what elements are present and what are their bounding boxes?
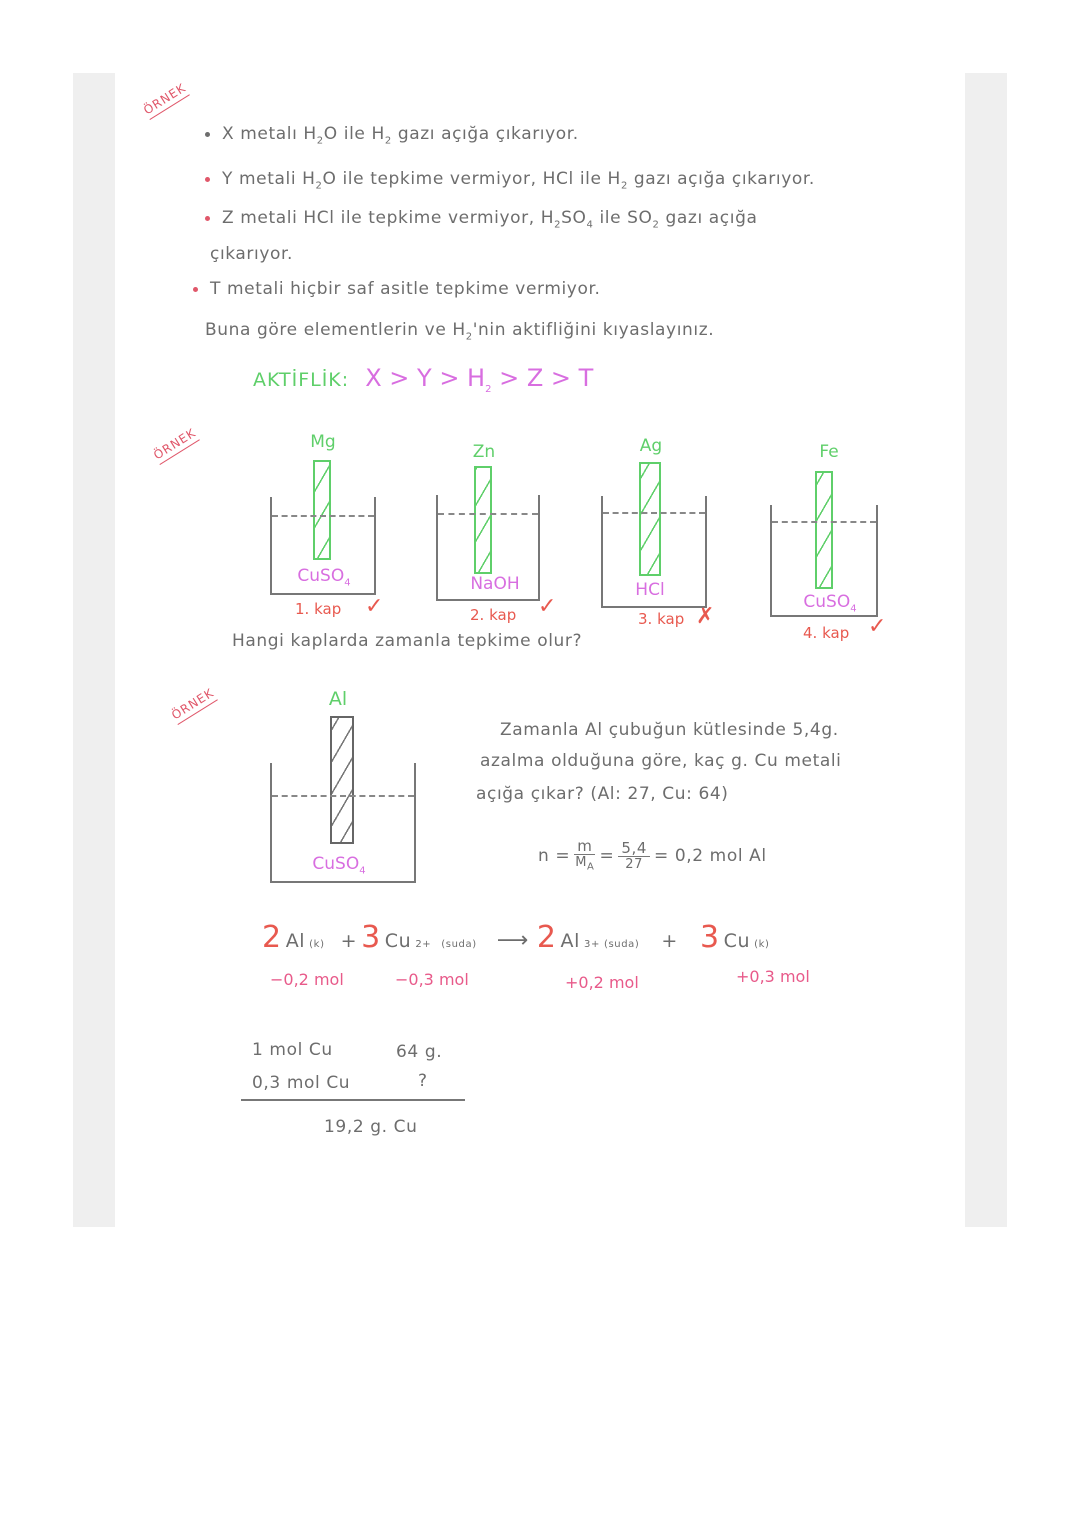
- example-tag-3: ÖRNEK: [169, 686, 218, 725]
- bullet-t-metal: T metali hiçbir saf asitle tepkime vermiyor.: [193, 279, 601, 299]
- check-mark-icon: ✓: [538, 594, 557, 619]
- example3-question-line-1: Zamanla Al çubuğun kütlesinde 5,4g.: [500, 720, 839, 740]
- cross-mark-icon: ✗: [696, 604, 715, 629]
- metal-label-fe: Fe: [819, 442, 839, 462]
- container-label-2: 2. kap: [470, 606, 517, 624]
- proportion-row-2-right: ?: [418, 1071, 428, 1091]
- proportion-row-2-left: 0,3 mol Cu: [252, 1073, 351, 1093]
- proportion-row-1-right: 64 g.: [396, 1042, 443, 1062]
- metal-label-mg: Mg: [310, 432, 336, 452]
- example3-question-line-3: açığa çıkar? (Al: 27, Cu: 64): [476, 784, 729, 804]
- change-al: −0,2 mol: [270, 970, 344, 989]
- bullet-icon: [205, 216, 210, 221]
- solution-label-2: NaOH: [470, 574, 520, 594]
- bullet-x-metal: X metalı $H_2O$ ile $H_2$ gazı açığa çıkarıyor.: [205, 124, 579, 146]
- container-label-1: 1. kap: [295, 600, 342, 618]
- bullet-y-metal: Y metali $H_2O$ ile tepkime vermiyor, HCl ile $H_2$ gazı açığa çıkarıyor.: [205, 169, 815, 191]
- proportion-result: 19,2 g. Cu: [324, 1117, 418, 1137]
- reaction-equation: 2 Al (k) + 3 Cu 2+ (suda) ⟶ 2 Al 3+ (suda) + 3 Cu (k): [262, 920, 770, 955]
- left-margin-strip: [73, 73, 115, 1227]
- activity-order: $X > Y > H_2 > Z > T$: [365, 364, 594, 395]
- solution-label-al: CuSO$_4$: [312, 854, 366, 877]
- example1-question: Buna göre elementlerin ve $H_2'nin$ aktifliğini kıyaslayınız.: [205, 320, 715, 343]
- example2-question: Hangi kaplarda zamanla tepkime olur?: [232, 631, 583, 651]
- bullet-icon: [205, 177, 210, 182]
- change-al-ion: +0,2 mol: [565, 973, 639, 992]
- right-margin-strip: [965, 73, 1007, 1227]
- liquid-level: [272, 515, 374, 517]
- change-cu: +0,3 mol: [736, 967, 810, 986]
- solution-label-1: CuSO$_4$: [297, 566, 351, 589]
- division-line: [241, 1099, 465, 1101]
- example-tag-2: ÖRNEK: [151, 426, 200, 465]
- metal-label-zn: Zn: [472, 442, 496, 462]
- check-mark-icon: ✓: [868, 614, 887, 639]
- liquid-level: [438, 513, 538, 515]
- activity-answer: [253, 364, 593, 395]
- liquid-level: [272, 795, 414, 797]
- liquid-level: [772, 521, 876, 523]
- change-cu-ion: −0,3 mol: [395, 970, 469, 989]
- example-tag-1: ÖRNEK: [141, 81, 190, 120]
- check-mark-icon: ✓: [365, 594, 384, 619]
- bullet-z-metal: Z metali HCl ile tepkime vermiyor, $H_2SO_4$ ile $SO_2$ gazı açığa: [205, 208, 757, 230]
- reaction-arrow-icon: ⟶: [496, 928, 529, 953]
- numeric-fraction: $\frac{5,4}{27}$: [618, 840, 650, 872]
- metal-label-al: Al: [328, 688, 348, 710]
- proportion-row-1-left: 1 mol Cu: [252, 1040, 333, 1060]
- activity-label: AKTİFLİK:: [253, 369, 350, 391]
- container-label-4: 4. kap: [803, 624, 850, 642]
- metal-label-ag: Ag: [639, 436, 663, 456]
- container-label-3: 3. kap: [638, 610, 685, 628]
- solution-label-3: HCl: [635, 580, 665, 600]
- mole-calculation: n = $\frac{m}{M_A}$ = $\frac{5,4}{27}$ = 0,2 mol Al: [538, 837, 767, 873]
- solution-label-4: CuSO$_4$: [803, 592, 857, 615]
- mass-over-molar-mass: $\frac{m}{M_A}$: [575, 837, 595, 873]
- bullet-icon: [205, 132, 210, 137]
- bullet-icon: [193, 287, 198, 292]
- example3-question-line-2: azalma olduğuna göre, kaç g. Cu metali: [480, 751, 842, 771]
- bullet-z-continuation: çıkarıyor.: [210, 244, 294, 264]
- liquid-level: [603, 512, 705, 514]
